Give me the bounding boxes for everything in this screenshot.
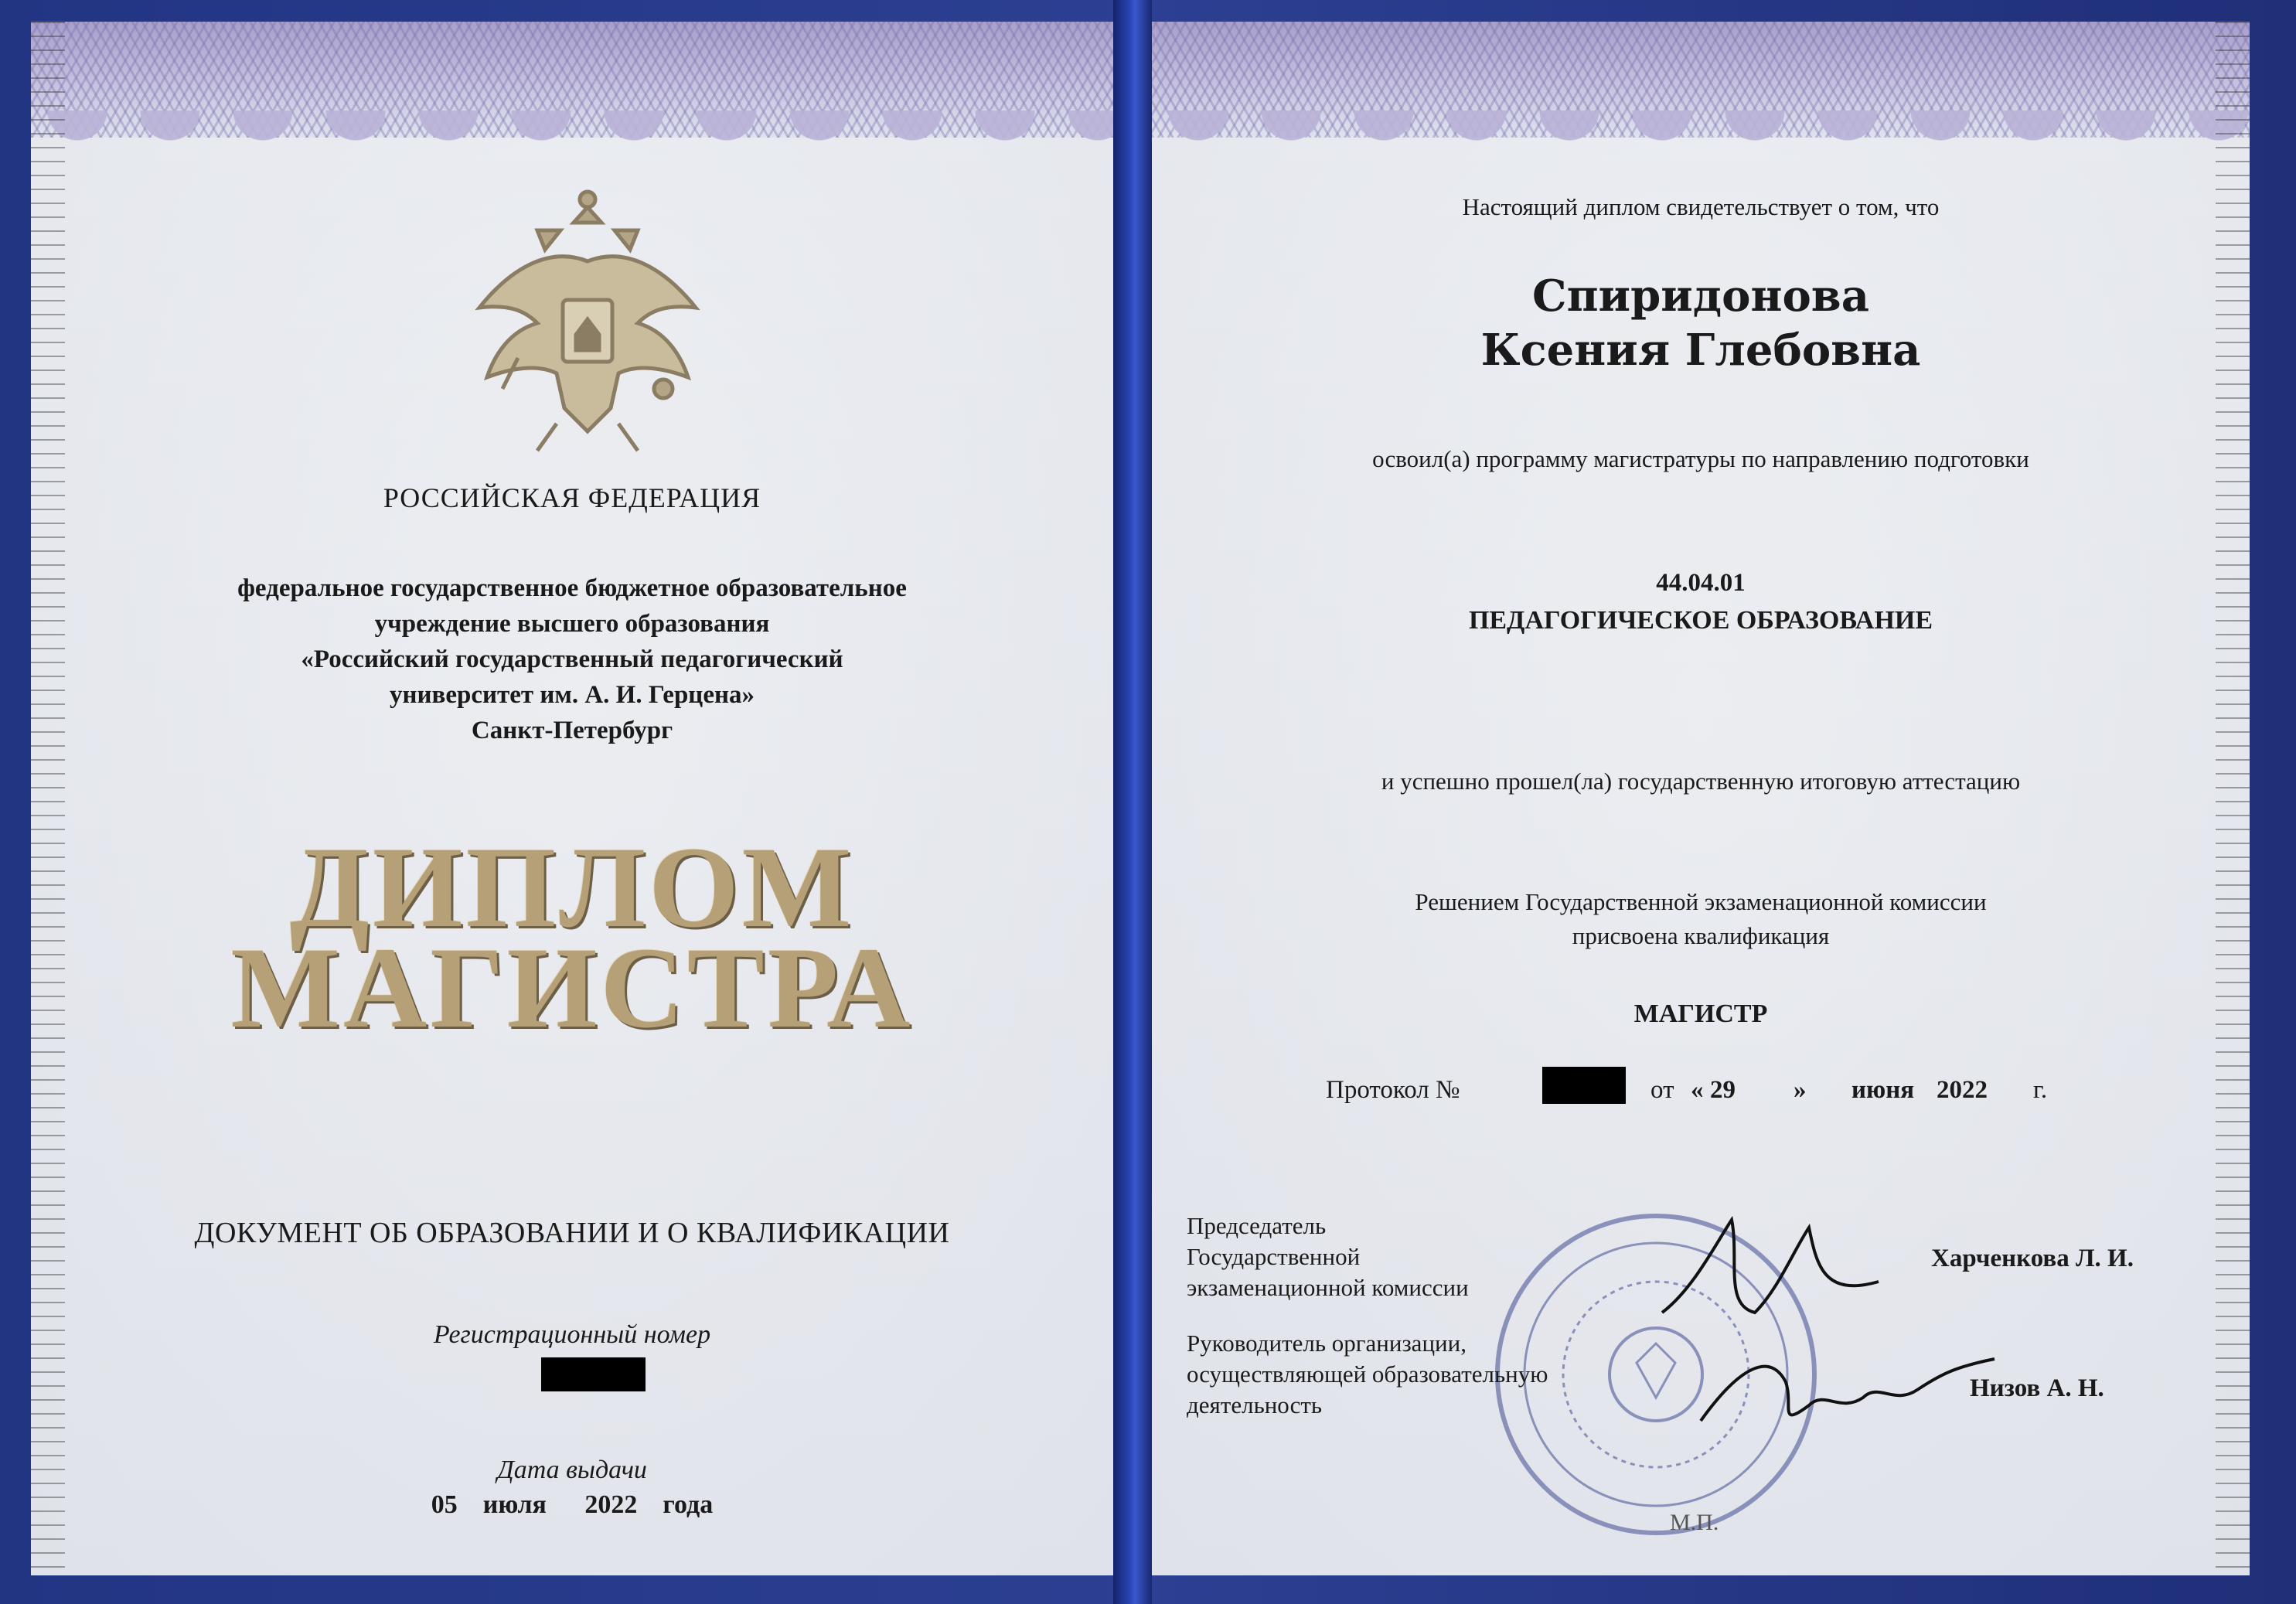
commission-decision (1152, 885, 2250, 953)
protocol-month: июня (1851, 1076, 1915, 1104)
institution-line: федеральное государственное бюджетное образовательное (237, 574, 907, 602)
chair-label-line: Государственной (1187, 1243, 1361, 1270)
protocol-quote-open: « (1691, 1076, 1704, 1104)
institution-city: Санкт-Петербург (471, 717, 673, 744)
diploma-title-line1: ДИПЛОМ (289, 823, 855, 952)
head-signature (1693, 1336, 2002, 1452)
decision-line: присвоена квалификация (1572, 922, 1830, 949)
decision-line: Решением Государственной экзаменационной комиссии (1415, 888, 1987, 915)
left-page (31, 22, 1113, 1575)
program-name: ПЕДАГОГИЧЕСКОЕ ОБРАЗОВАНИЕ (1468, 606, 1933, 635)
institution-line: учреждение высшего образования (374, 610, 770, 638)
chair-signature (1647, 1197, 1902, 1343)
head-label-line: Руководитель организации, (1187, 1330, 1467, 1357)
program-code: 44.04.01 (1656, 569, 1746, 597)
diploma-title-line2: МАГИСТРА (230, 924, 914, 1052)
qualification: МАГИСТР (1633, 1000, 1768, 1028)
protocol-day: 29 (1710, 1076, 1736, 1104)
country-name: РОССИЙСКАЯ ФЕДЕРАЦИЯ (383, 482, 761, 513)
protocol-from: от (1650, 1076, 1674, 1104)
seal-place-label: М.П. (1670, 1510, 1719, 1535)
graduate-surname: Спиридонова (1532, 271, 1869, 322)
head-label-line: осуществляющей образовательную (1187, 1361, 1548, 1388)
protocol-quote-close: » (1794, 1076, 1807, 1104)
program-mastered-text: освоил(а) программу магистратуры по направлению подготовки (1372, 445, 2029, 472)
graduate-given-names: Ксения Глебовна (1480, 325, 1921, 376)
registration-number-redacted (541, 1357, 646, 1391)
institution-line: «Российский государственный педагогический (301, 645, 843, 673)
right-page (1152, 22, 2250, 1575)
chair-label-line: экзаменационной комиссии (1187, 1274, 1469, 1301)
head-name: Низов А. Н. (1970, 1374, 2104, 1402)
protocol-year: 2022 (1937, 1076, 1988, 1104)
binding-ribbon (1113, 0, 1152, 1604)
issue-date: 05 июля 2022 года (431, 1490, 714, 1519)
coat-of-arms-emblem (464, 176, 711, 470)
intro-text: Настоящий диплом свидетельствует о том, что (1462, 193, 1940, 220)
protocol-number-redacted (1542, 1067, 1626, 1104)
guilloche-scallop (31, 111, 1113, 165)
registration-number-label: Регистрационный номер (433, 1320, 711, 1349)
head-label (1187, 1328, 1548, 1421)
chair-label-line: Председатель (1187, 1212, 1327, 1239)
chair-label (1187, 1211, 1469, 1303)
institution-line: университет им. А. И. Герцена» (390, 681, 755, 709)
chair-name: Харченкова Л. И. (1931, 1245, 2134, 1272)
attestation-text: и успешно прошел(ла) государственную итоговую аттестацию (1381, 768, 2021, 795)
protocol-year-suffix: г. (2033, 1076, 2048, 1104)
guilloche-scallop (1152, 111, 2250, 165)
document-type: ДОКУМЕНТ ОБ ОБРАЗОВАНИИ И О КВАЛИФИКАЦИИ (194, 1217, 950, 1249)
microtext-strip (2216, 22, 2250, 1575)
protocol-label: Протокол № (1326, 1076, 1460, 1104)
issue-date-label: Дата выдачи (497, 1456, 647, 1484)
head-label-line: деятельность (1187, 1391, 1323, 1418)
institution-name (108, 570, 1036, 748)
